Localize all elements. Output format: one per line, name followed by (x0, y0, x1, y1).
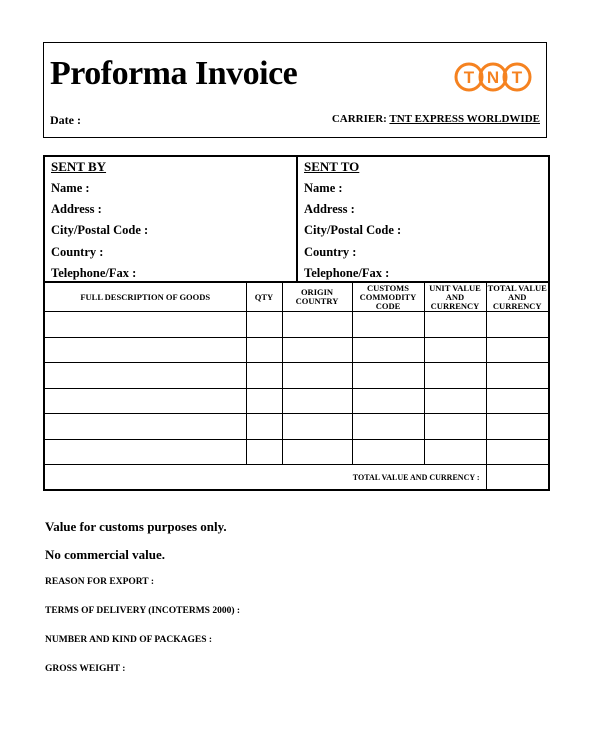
sent-to-telephone-field[interactable]: Telephone/Fax : (304, 265, 390, 280)
column-header-origin: ORIGIN COUNTRY (282, 282, 352, 312)
sent-to-title: SENT TO (304, 159, 360, 174)
table-cell[interactable] (45, 337, 246, 363)
table-cell[interactable] (282, 414, 352, 440)
sent-to-section (298, 157, 548, 282)
column-header-qty: QTY (246, 282, 282, 312)
sent-by-section (45, 157, 298, 282)
table-cell[interactable] (282, 363, 352, 389)
table-cell[interactable] (486, 337, 548, 363)
no-commercial-value-note: No commercial value. (45, 547, 165, 562)
table-cell[interactable] (246, 388, 282, 414)
table-cell[interactable] (282, 337, 352, 363)
terms-of-delivery-field[interactable]: TERMS OF DELIVERY (INCOTERMS 2000) : (45, 606, 241, 616)
table-cell[interactable] (246, 337, 282, 363)
total-value-label: TOTAL VALUE AND CURRENCY : (45, 465, 486, 491)
sent-by-city-field[interactable]: City/Postal Code : (51, 223, 149, 238)
table-row (45, 363, 548, 389)
table-cell[interactable] (352, 337, 424, 363)
table-cell[interactable] (45, 388, 246, 414)
svg-text:T: T (511, 68, 523, 87)
table-cell[interactable] (486, 414, 548, 440)
table-cell[interactable] (352, 439, 424, 465)
table-cell[interactable] (45, 414, 246, 440)
table-cell[interactable] (424, 439, 486, 465)
sent-by-address-field[interactable]: Address : (51, 202, 102, 217)
svg-text:T: T (463, 68, 475, 87)
table-cell[interactable] (424, 312, 486, 338)
table-cell[interactable] (424, 388, 486, 414)
total-row (45, 465, 548, 491)
column-header-description: FULL DESCRIPTION OF GOODS (45, 282, 246, 312)
table-row (45, 388, 548, 414)
date-label: Date : (50, 113, 81, 127)
table-cell[interactable] (424, 337, 486, 363)
column-header-commodity-code: CUSTOMS COMMODITY CODE (352, 282, 424, 312)
sent-by-country-field[interactable]: Country : (51, 244, 104, 259)
table-cell[interactable] (282, 388, 352, 414)
sent-to-address-field[interactable]: Address : (304, 202, 355, 217)
tnt-logo-letter-1 (456, 64, 482, 90)
svg-text:N: N (486, 68, 500, 87)
table-cell[interactable] (486, 312, 548, 338)
sent-to-country-field[interactable]: Country : (304, 244, 357, 259)
table-cell[interactable] (246, 312, 282, 338)
table-cell[interactable] (246, 363, 282, 389)
goods-table (45, 281, 548, 491)
goods-table-header (45, 282, 548, 312)
table-cell[interactable] (424, 414, 486, 440)
carrier (332, 113, 540, 125)
table-cell[interactable] (246, 439, 282, 465)
column-header-total-value: TOTAL VALUE AND CURRENCY (487, 282, 547, 311)
sent-to-name-field[interactable]: Name : (304, 181, 343, 195)
tnt-logo-letter-3 (504, 64, 530, 90)
table-cell[interactable] (424, 363, 486, 389)
table-row (45, 439, 548, 465)
table-cell[interactable] (352, 363, 424, 389)
table-cell[interactable] (282, 439, 352, 465)
total-value-cell[interactable] (486, 465, 548, 491)
sent-by-name-field[interactable]: Name : (51, 181, 90, 195)
customs-value-note: Value for customs purposes only. (45, 519, 227, 534)
tnt-logo (454, 61, 532, 93)
invoice-form (43, 155, 550, 491)
table-cell[interactable] (45, 312, 246, 338)
table-cell[interactable] (45, 439, 246, 465)
table-cell[interactable] (352, 312, 424, 338)
page-title: Proforma Invoice (50, 55, 298, 92)
table-cell[interactable] (352, 388, 424, 414)
table-cell[interactable] (352, 414, 424, 440)
column-header-unit-value: UNIT VALUE AND CURRENCY (424, 282, 486, 312)
table-cell[interactable] (486, 388, 548, 414)
gross-weight-field[interactable]: GROSS WEIGHT : (45, 664, 126, 674)
reason-for-export-field[interactable]: REASON FOR EXPORT : (45, 577, 155, 587)
invoice-header (43, 42, 547, 138)
sent-by-title: SENT BY (51, 159, 107, 174)
table-cell[interactable] (246, 414, 282, 440)
sent-by-telephone-field[interactable]: Telephone/Fax : (51, 265, 137, 280)
sent-to-city-field[interactable]: City/Postal Code : (304, 223, 402, 238)
table-cell[interactable] (45, 363, 246, 389)
tnt-logo-letter-2 (480, 64, 506, 90)
table-cell[interactable] (486, 439, 548, 465)
table-row (45, 312, 548, 338)
customs-notes (45, 518, 240, 690)
carrier-label: CARRIER: (331, 113, 387, 125)
table-row (45, 414, 548, 440)
table-row (45, 337, 548, 363)
packages-field[interactable]: NUMBER AND KIND OF PACKAGES : (45, 635, 213, 645)
table-cell[interactable] (282, 312, 352, 338)
carrier-name: TNT EXPRESS WORLDWIDE (389, 113, 540, 125)
table-cell[interactable] (486, 363, 548, 389)
